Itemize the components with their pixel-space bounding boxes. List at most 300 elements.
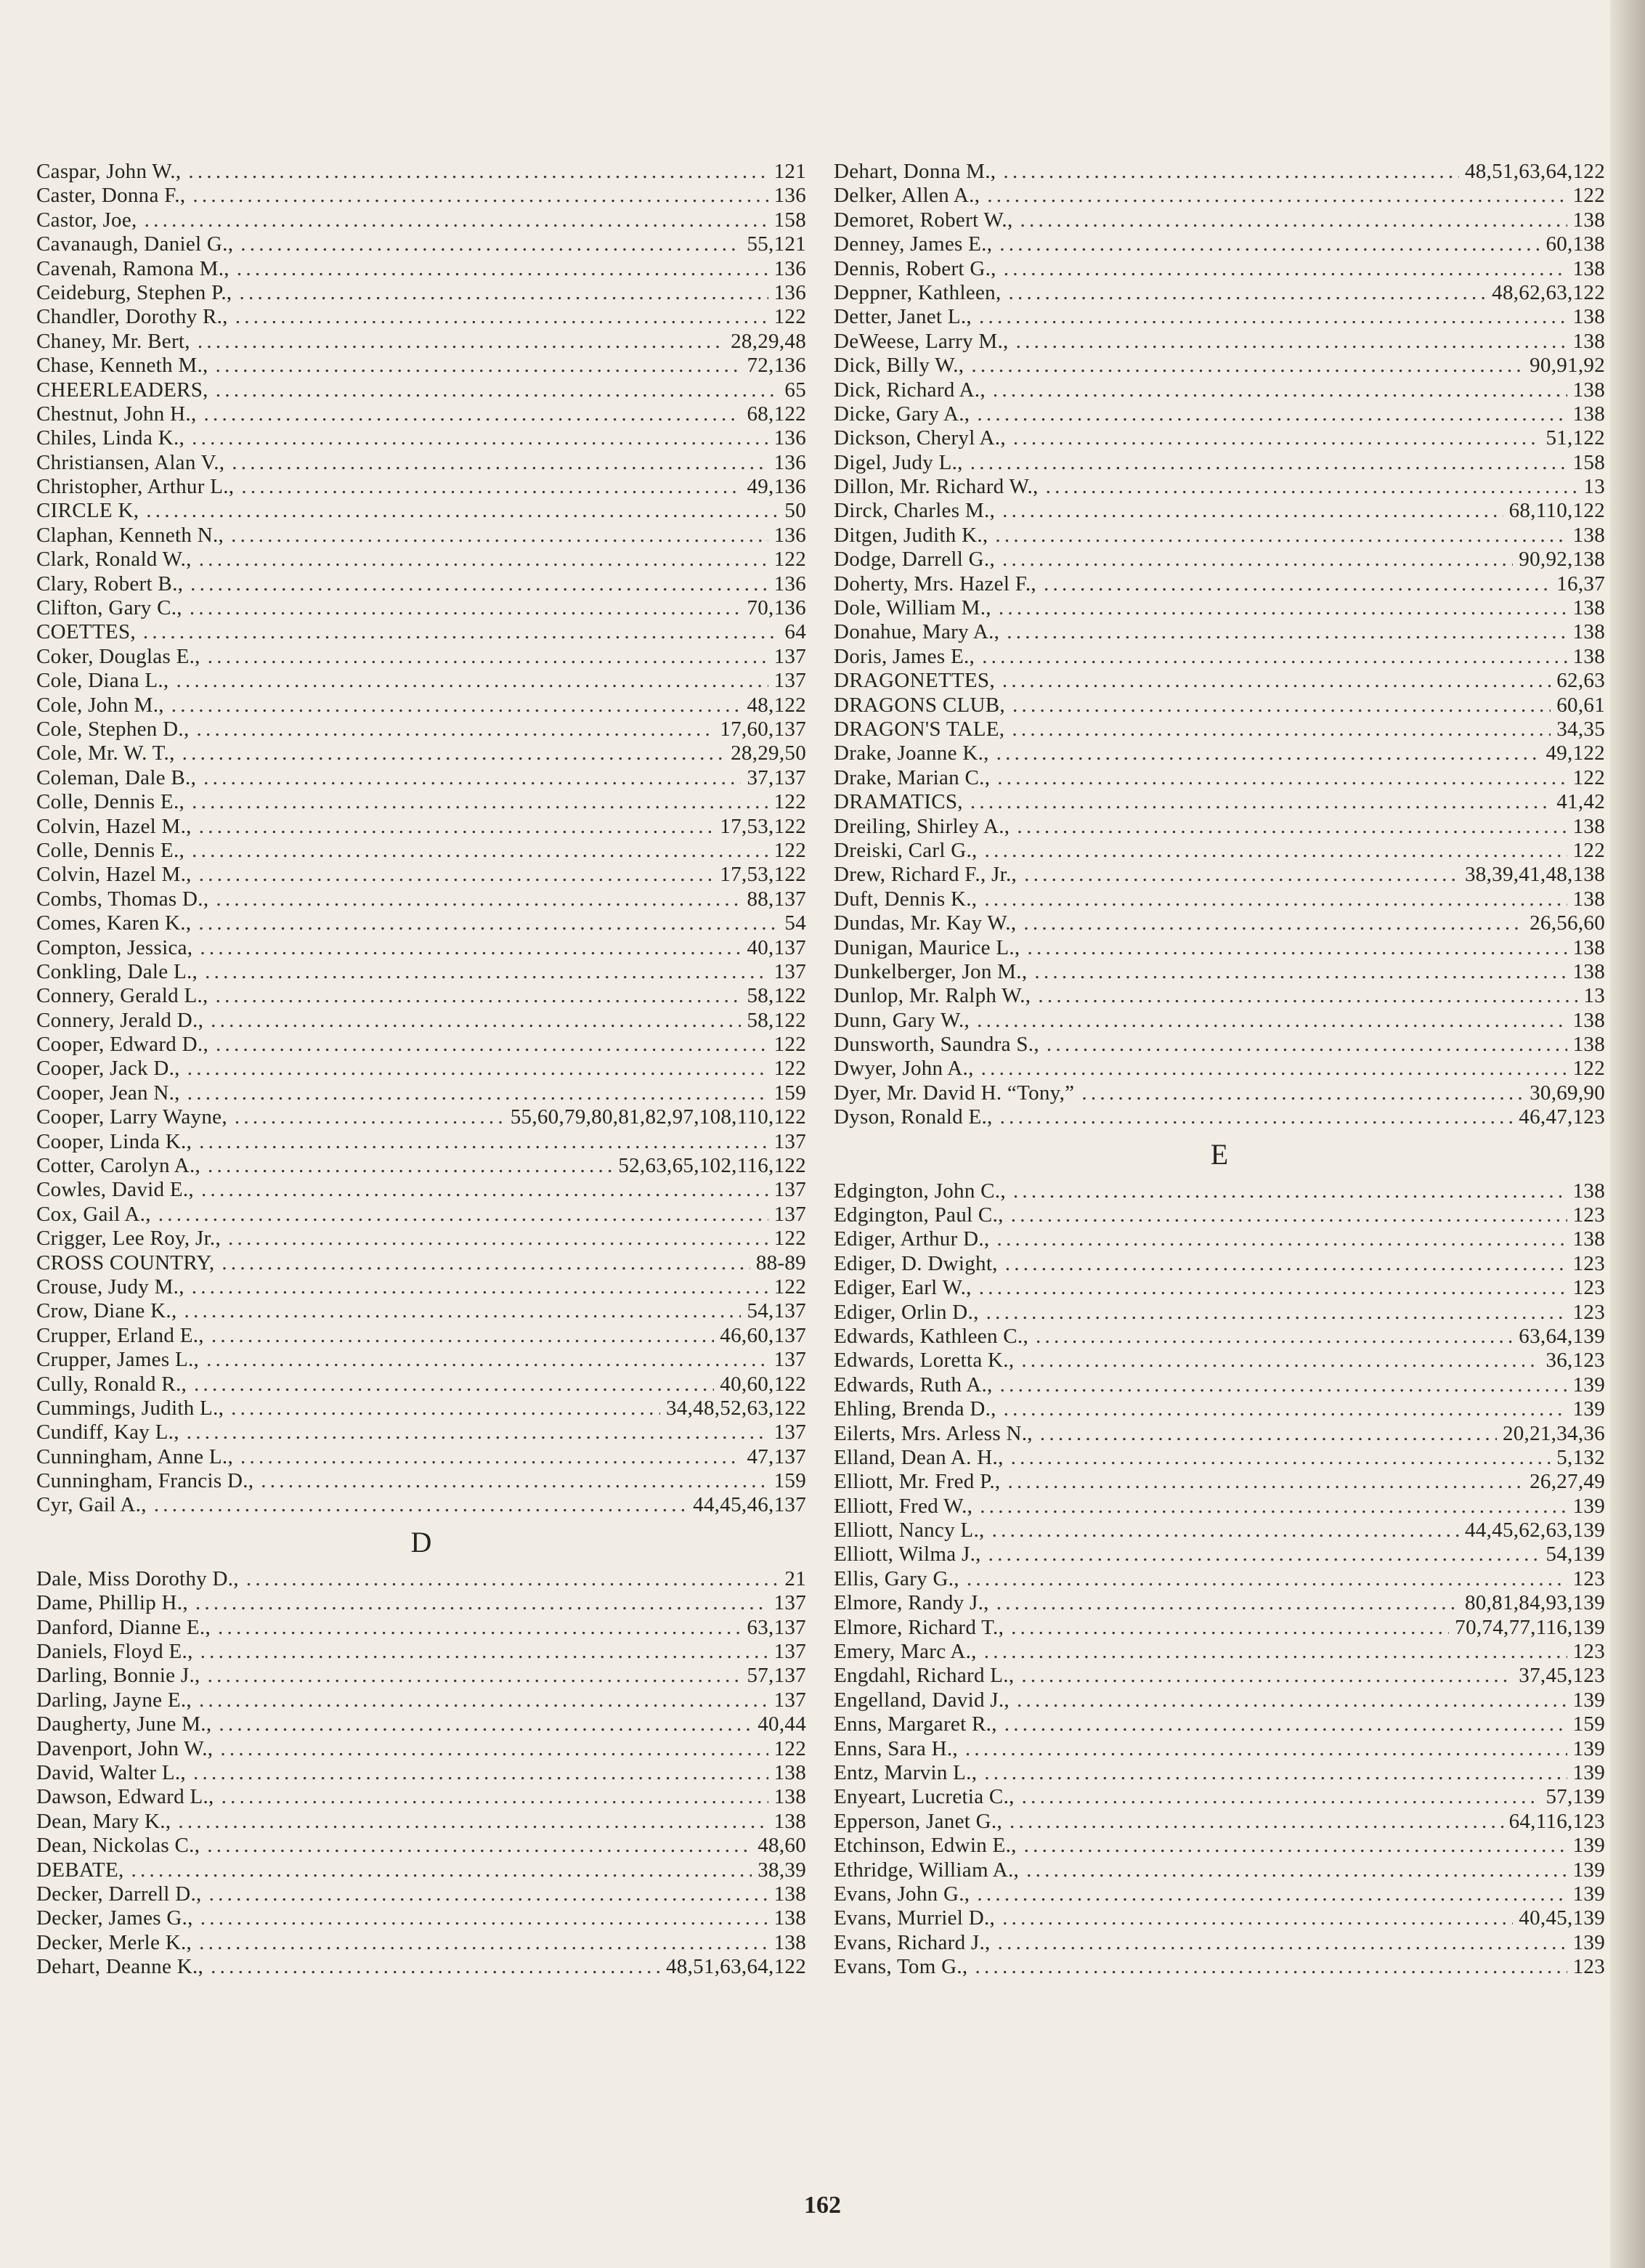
entry-pages: 139 [1572, 1373, 1605, 1397]
dot-leader [208, 1664, 742, 1688]
entry-pages: 20,21,34,36 [1502, 1421, 1605, 1445]
dot-leader [176, 669, 768, 693]
entry-pages: 138 [773, 1761, 806, 1784]
index-entry [834, 1737, 1605, 1761]
dot-leader [975, 1955, 1567, 1979]
entry-name: Drew, Richard F., Jr., [834, 863, 1018, 887]
dot-leader [240, 1445, 741, 1469]
entry-name: DeWeese, Larry M., [834, 329, 1009, 353]
dot-leader [999, 596, 1567, 620]
dot-leader [192, 184, 768, 208]
dot-leader [981, 1057, 1567, 1081]
index-entry [36, 815, 806, 839]
entry-pages: 40,45,139 [1519, 1906, 1605, 1930]
entry-pages: 138 [1572, 814, 1605, 838]
index-entry [36, 1397, 806, 1420]
entry-name: Cooper, Edward D., [36, 1033, 208, 1057]
entry-name: Colvin, Hazel M., [36, 863, 192, 887]
dot-leader [1021, 1664, 1513, 1688]
dot-leader [187, 1057, 768, 1081]
entry-name: Clifton, Gary C., [36, 596, 182, 620]
index-entry [36, 1834, 806, 1858]
dot-leader [979, 1276, 1567, 1300]
entry-name: Dole, William M., [834, 596, 991, 620]
entry-name: Cundiff, Kay L., [36, 1420, 179, 1444]
entry-name: Deppner, Kathleen, [834, 280, 1002, 304]
index-entry [834, 1422, 1605, 1446]
dot-leader [977, 1009, 1567, 1033]
entry-pages: 70,74,77,116,139 [1455, 1615, 1605, 1639]
index-entry [36, 1154, 806, 1178]
entry-name: Ediger, Orlin D., [834, 1300, 979, 1324]
entry-name: Dyson, Ronald E., [834, 1105, 993, 1129]
index-entry [834, 1519, 1605, 1543]
entry-pages: 123 [1572, 1955, 1605, 1979]
entry-name: Chandler, Dorothy R., [36, 305, 228, 329]
index-entry [834, 451, 1605, 475]
entry-name: Dame, Phillip H., [36, 1591, 188, 1615]
dot-leader [984, 887, 1567, 911]
entry-pages: 138 [1572, 959, 1605, 983]
entry-name: Ellis, Gary G., [834, 1566, 959, 1590]
index-entry [36, 402, 806, 426]
entry-name: Dickson, Cheryl A., [834, 426, 1006, 450]
entry-name: Elland, Dean A. H., [834, 1445, 1004, 1469]
index-entry [36, 960, 806, 984]
entry-pages: 37,45,123 [1519, 1664, 1605, 1688]
dot-leader [984, 1761, 1567, 1785]
entry-pages: 139 [1572, 1688, 1605, 1712]
entry-name: Cooper, Jean N., [36, 1081, 180, 1105]
dot-leader [1004, 257, 1567, 281]
entry-pages: 136 [773, 426, 806, 450]
dot-leader [984, 1640, 1567, 1664]
index-entry [834, 1276, 1605, 1300]
entry-name: Dennis, Robert G., [834, 256, 996, 280]
index-entry [834, 1955, 1605, 1979]
index-entry [36, 984, 806, 1008]
entry-name: Decker, James G., [36, 1906, 193, 1930]
dot-leader [216, 984, 742, 1008]
entry-pages: 138 [1572, 644, 1605, 668]
entry-pages: 51,122 [1546, 426, 1605, 450]
dot-leader [241, 475, 741, 499]
entry-name: COETTES, [36, 620, 136, 644]
entry-pages: 26,27,49 [1530, 1470, 1605, 1494]
entry-name: Cunningham, Francis D., [36, 1469, 254, 1493]
entry-pages: 123 [1572, 1300, 1605, 1324]
entry-name: Connery, Jerald D., [36, 1008, 204, 1032]
entry-name: Dale, Miss Dorothy D., [36, 1566, 239, 1590]
index-entry [834, 548, 1605, 572]
dot-leader [1002, 669, 1551, 693]
dot-leader [982, 645, 1567, 669]
index-entry [36, 839, 806, 863]
dot-leader [1009, 281, 1487, 305]
dot-leader [1007, 1470, 1524, 1494]
index-entry [834, 1616, 1605, 1640]
index-entry [834, 281, 1605, 305]
entry-pages: 138 [1572, 329, 1605, 353]
entry-pages: 44,45,62,63,139 [1465, 1519, 1605, 1543]
dot-leader [131, 1858, 752, 1882]
entry-name: Dehart, Donna M., [834, 160, 996, 183]
entry-name: Cooper, Jack D., [36, 1057, 180, 1081]
dot-leader [992, 1519, 1459, 1543]
entry-name: Elliott, Wilma J., [834, 1543, 981, 1566]
index-entry [36, 1712, 806, 1736]
index-entry [36, 1688, 806, 1712]
entry-name: David, Walter L., [36, 1761, 186, 1784]
index-entry [834, 1664, 1605, 1688]
entry-pages: 138 [773, 1882, 806, 1906]
index-entry [36, 208, 806, 232]
dot-leader [143, 620, 779, 644]
dot-leader [192, 1275, 768, 1299]
dot-leader [970, 790, 1551, 814]
dot-leader [1044, 572, 1551, 596]
entry-name: Dicke, Gary A., [834, 402, 970, 426]
entry-name: Digel, Judy L., [834, 450, 963, 474]
index-entry [36, 1009, 806, 1033]
dot-leader [1002, 499, 1503, 523]
entry-pages: 60,138 [1546, 232, 1605, 256]
entry-pages: 17,60,137 [720, 717, 806, 741]
index-entry [36, 1737, 806, 1761]
entry-pages: 138 [1572, 256, 1605, 280]
index-entry [36, 1227, 806, 1251]
dot-leader [1021, 1349, 1540, 1373]
entry-name: Ethridge, William A., [834, 1858, 1020, 1882]
entry-pages: 139 [1572, 1761, 1605, 1784]
entry-pages: 55,60,79,80,81,82,97,108,110,122 [510, 1105, 806, 1129]
entry-name: Dunlop, Mr. Ralph W., [834, 984, 1031, 1008]
dot-leader [1000, 1373, 1567, 1397]
dot-leader [199, 548, 768, 572]
entry-pages: 138 [1572, 620, 1605, 644]
entry-pages: 138 [1572, 402, 1605, 426]
index-entry [834, 645, 1605, 669]
entry-pages: 40,137 [747, 935, 806, 959]
index-entry [834, 257, 1605, 281]
entry-name: Cowles, David E., [36, 1178, 194, 1202]
index-entry [834, 378, 1605, 402]
dot-leader [208, 645, 768, 669]
index-entry [834, 1785, 1605, 1809]
index-entry [834, 499, 1605, 523]
entry-name: Clary, Robert B., [36, 572, 184, 596]
entry-pages: 138 [1572, 1008, 1605, 1032]
entry-name: Ediger, D. Dwight, [834, 1251, 998, 1275]
entry-name: Ehling, Brenda D., [834, 1397, 996, 1421]
dot-leader [171, 694, 742, 718]
entry-name: Compton, Jessica, [36, 935, 193, 959]
index-entry [36, 524, 806, 548]
entry-name: Decker, Darrell D., [36, 1882, 202, 1906]
entry-pages: 136 [773, 572, 806, 596]
entry-name: Cooper, Larry Wayne, [36, 1105, 227, 1129]
index-entry [834, 354, 1605, 378]
entry-name: Dunn, Gary W., [834, 1008, 970, 1032]
entry-name: Dawson, Edward L., [36, 1785, 214, 1809]
dot-leader [158, 1203, 768, 1227]
entry-name: Coker, Douglas E., [36, 644, 200, 668]
entry-name: Delker, Allen A., [834, 184, 980, 208]
entry-pages: 64,116,123 [1508, 1809, 1605, 1833]
dot-leader [996, 1227, 1567, 1251]
index-entry [834, 839, 1605, 863]
index-entry [834, 305, 1605, 329]
index-entry [834, 524, 1605, 548]
entry-name: Dodge, Darrell G., [834, 548, 996, 572]
entry-pages: 49,122 [1546, 741, 1605, 765]
index-entry [834, 887, 1605, 911]
entry-pages: 122 [1572, 1057, 1605, 1081]
dot-leader [1027, 936, 1567, 960]
entry-pages: 137 [773, 1640, 806, 1664]
dot-leader [1046, 475, 1578, 499]
entry-name: Crigger, Lee Roy, Jr., [36, 1227, 222, 1251]
index-entry [834, 1057, 1605, 1081]
entry-name: Davenport, John W., [36, 1736, 214, 1760]
dot-leader [998, 1931, 1567, 1955]
entry-pages: 46,60,137 [720, 1323, 806, 1347]
entry-name: Claphan, Kenneth N., [36, 523, 224, 547]
entry-pages: 58,122 [747, 1008, 806, 1032]
dot-leader [1040, 1422, 1497, 1446]
dot-leader [204, 402, 742, 426]
entry-pages: 21 [784, 1566, 806, 1590]
dot-leader [235, 305, 768, 329]
entry-pages: 159 [773, 1081, 806, 1105]
entry-pages: 122 [773, 305, 806, 329]
index-entry [834, 572, 1605, 596]
dot-leader [1011, 1446, 1551, 1470]
entry-pages: 16,37 [1556, 572, 1605, 596]
entry-name: Colvin, Hazel M., [36, 814, 192, 838]
entry-pages: 88-89 [755, 1251, 806, 1275]
index-entry [36, 1906, 806, 1930]
entry-name: Evans, John G., [834, 1882, 970, 1906]
index-entry [36, 1178, 806, 1202]
dot-leader [988, 1543, 1540, 1566]
dot-leader [199, 815, 715, 839]
entry-list-e [834, 1179, 1605, 1980]
index-entry [36, 1858, 806, 1882]
index-entry [36, 257, 806, 281]
index-entry [834, 1446, 1605, 1470]
entry-pages: 40,44 [757, 1712, 806, 1736]
index-entry [834, 184, 1605, 208]
entry-pages: 30,69,90 [1530, 1081, 1605, 1105]
entry-name: Elliott, Mr. Fred P., [834, 1470, 1001, 1494]
entry-name: Eilerts, Mrs. Arless N., [834, 1421, 1033, 1445]
entry-pages: 139 [1572, 1736, 1605, 1760]
dot-leader [240, 232, 741, 256]
index-entry [834, 1349, 1605, 1373]
index-entry [36, 741, 806, 765]
dot-leader [970, 451, 1567, 475]
index-entry [36, 1275, 806, 1299]
entry-pages: 26,56,60 [1530, 911, 1605, 935]
index-entry [36, 1420, 806, 1444]
dot-leader [216, 1033, 768, 1057]
dot-leader [246, 1567, 779, 1591]
dot-leader [1012, 694, 1551, 718]
dot-leader [1034, 960, 1567, 984]
index-entry [36, 160, 806, 184]
entry-pages: 37,137 [747, 765, 806, 789]
entry-pages: 40,60,122 [720, 1372, 806, 1396]
entry-pages: 122 [1572, 765, 1605, 789]
dot-leader [178, 1810, 768, 1834]
index-entry [36, 1955, 806, 1979]
entry-name: Connery, Gerald L., [36, 984, 208, 1008]
dot-leader [1003, 160, 1459, 184]
index-entry [36, 354, 806, 378]
entry-list-c [36, 160, 806, 1518]
entry-pages: 159 [1572, 1712, 1605, 1736]
index-entry [834, 1495, 1605, 1519]
dot-leader [1020, 208, 1567, 232]
index-entry [834, 1397, 1605, 1421]
index-entry [36, 620, 806, 644]
entry-pages: 138 [773, 1906, 806, 1930]
entry-pages: 137 [773, 669, 806, 693]
entry-pages: 88,137 [747, 887, 806, 911]
index-entry [834, 1906, 1605, 1930]
entry-pages: 70,136 [747, 596, 806, 620]
dot-leader [237, 257, 768, 281]
dot-leader [192, 790, 768, 814]
dot-leader [182, 741, 725, 765]
entry-name: Edwards, Loretta K., [834, 1349, 1015, 1373]
entry-name: Elliott, Nancy L., [834, 1519, 985, 1543]
entry-pages: 136 [773, 256, 806, 280]
index-entry [36, 694, 806, 718]
dot-leader [997, 766, 1567, 790]
entry-pages: 138 [773, 1785, 806, 1809]
dot-leader [188, 160, 768, 184]
dot-leader [211, 1009, 741, 1033]
dot-leader [261, 1469, 768, 1493]
entry-pages: 138 [1572, 208, 1605, 232]
entry-pages: 138 [1572, 596, 1605, 620]
entry-name: Christiansen, Alan V., [36, 450, 225, 474]
entry-name: Dillon, Mr. Richard W., [834, 475, 1039, 499]
dot-leader [985, 839, 1567, 863]
entry-name: Christopher, Arthur L., [36, 475, 235, 499]
entry-name: Enns, Sara H., [834, 1736, 958, 1760]
entry-name: Dehart, Deanne K., [36, 1955, 204, 1979]
index-entry [36, 1761, 806, 1785]
entry-pages: 138 [1572, 1033, 1605, 1057]
dot-leader [1038, 984, 1577, 1008]
entry-name: Crow, Diane K., [36, 1299, 177, 1323]
dot-leader [1024, 863, 1459, 887]
entry-name: Edwards, Ruth A., [834, 1373, 993, 1397]
index-entry [834, 1567, 1605, 1591]
entry-name: Enyeart, Lucretia C., [834, 1785, 1015, 1809]
entry-pages: 47,137 [747, 1444, 806, 1468]
entry-name: Caspar, John W., [36, 160, 182, 183]
dot-leader [977, 402, 1567, 426]
dot-leader [235, 1105, 505, 1129]
dot-leader [209, 1882, 768, 1906]
entry-name: Conkling, Dale L., [36, 959, 198, 983]
dot-leader [199, 1931, 768, 1955]
dot-leader [1024, 1834, 1567, 1858]
entry-pages: 60,61 [1556, 693, 1605, 717]
dot-leader [1013, 1179, 1567, 1203]
index-entry [834, 1858, 1605, 1882]
entry-pages: 137 [773, 959, 806, 983]
index-entry [36, 1033, 806, 1057]
entry-name: Elmore, Richard T., [834, 1615, 1004, 1639]
entry-name: Edwards, Kathleen C., [834, 1324, 1029, 1348]
entry-name: Danford, Dianne E., [36, 1615, 211, 1639]
entry-name: Ditgen, Judith K., [834, 523, 988, 547]
index-entry [36, 1616, 806, 1640]
entry-pages: 138 [1572, 378, 1605, 402]
entry-pages: 138 [773, 1930, 806, 1954]
index-entry [834, 1179, 1605, 1203]
dot-leader [146, 499, 779, 523]
entry-pages: 57,137 [747, 1664, 806, 1688]
entry-pages: 80,81,84,93,139 [1465, 1591, 1605, 1615]
entry-name: Colle, Dennis E., [36, 838, 185, 862]
entry-name: Ceideburg, Stephen P., [36, 280, 232, 304]
entry-name: Dick, Billy W., [834, 354, 964, 378]
dot-leader [993, 378, 1567, 402]
index-entry [834, 936, 1605, 960]
index-entry [834, 160, 1605, 184]
entry-name: Entz, Marvin L., [834, 1761, 978, 1784]
dot-leader [1081, 1081, 1524, 1105]
entry-pages: 123 [1572, 1203, 1605, 1227]
index-entry [834, 694, 1605, 718]
entry-pages: 139 [1572, 1834, 1605, 1858]
entry-pages: 44,45,46,137 [693, 1493, 806, 1517]
entry-pages: 137 [773, 1202, 806, 1226]
dot-leader [977, 1882, 1567, 1906]
entry-pages: 90,92,138 [1519, 548, 1605, 572]
entry-name: Emery, Marc A., [834, 1640, 977, 1664]
entry-name: Evans, Murriel D., [834, 1906, 996, 1930]
dot-leader [199, 1130, 768, 1154]
dot-leader [206, 1348, 768, 1372]
entry-name: Elliott, Fred W., [834, 1494, 973, 1518]
index-entry [834, 1591, 1605, 1615]
index-entry [36, 1785, 806, 1809]
entry-name: Cotter, Carolyn A., [36, 1154, 201, 1178]
entry-name: Dirck, Charles M., [834, 499, 996, 523]
dot-leader [1023, 911, 1524, 935]
entry-pages: 137 [773, 1129, 806, 1153]
index-entry [36, 330, 806, 354]
dot-leader [1017, 815, 1567, 839]
entry-pages: 90,91,92 [1530, 354, 1605, 378]
entry-name: DRAGONS CLUB, [834, 693, 1005, 717]
entry-name: Dunsworth, Saundra S., [834, 1033, 1039, 1057]
entry-name: Drake, Joanne K., [834, 741, 989, 765]
index-entry [36, 1931, 806, 1955]
index-entry [834, 911, 1605, 935]
entry-pages: 138 [1572, 887, 1605, 911]
dot-leader [192, 839, 768, 863]
dot-leader [1012, 718, 1551, 741]
dot-leader [198, 911, 779, 935]
